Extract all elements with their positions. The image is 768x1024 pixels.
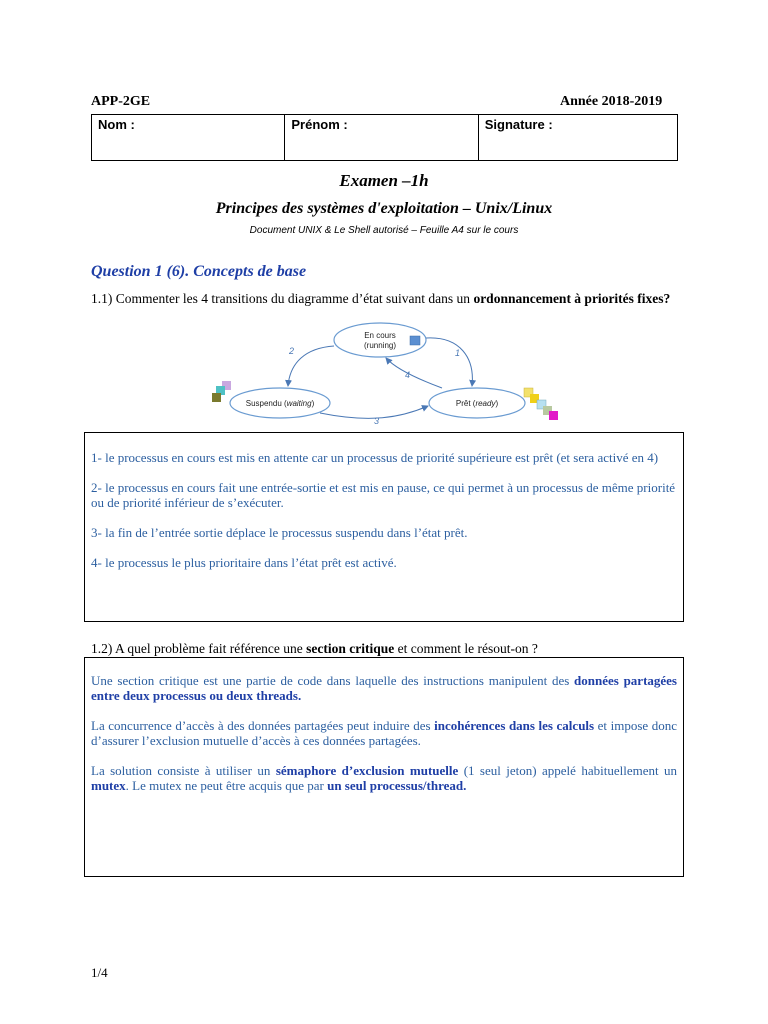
- question-1-1-text: 1.1) Commenter les 4 transitions du diagramme d’état suivant dans un ordonnancement à priorités fixes?: [91, 291, 671, 306]
- answer-1-1-item: 3- la fin de l’entrée sortie déplace le processus suspendu dans l’état prêt.: [91, 525, 468, 540]
- state-running-label-1: En cours: [364, 331, 396, 340]
- page-number: 1/4: [91, 965, 108, 980]
- signature-label: Signature :: [484, 117, 553, 132]
- answer-1-1-item: 1- le processus en cours est mis en attente car un processus de priorité supérieure est prêt (et sera activé en 4): [91, 450, 659, 465]
- student-id-table: [91, 114, 678, 161]
- answer-1-2-paragraph-1: Une section critique est une partie de code dans laquelle des instructions manipulent des données partagées entre deux processus ou deux threads.: [91, 673, 677, 703]
- question-1-title: Question 1 (6). Concepts de base: [91, 263, 307, 280]
- answer-1-1-box[interactable]: [84, 432, 684, 622]
- state-ready-label: Prêt (ready): [455, 399, 499, 408]
- state-waiting-label: Suspendu (waiting): [245, 399, 315, 408]
- transition-4-path: [386, 358, 442, 388]
- header-class: APP-2GE: [91, 94, 151, 109]
- signature-field[interactable]: [478, 115, 677, 161]
- transition-1-label: 1: [455, 348, 461, 358]
- transition-1-path: [426, 338, 472, 386]
- name-field[interactable]: [92, 115, 285, 161]
- name-label: Nom :: [98, 117, 135, 132]
- answer-1-2-paragraph-2: La concurrence d’accès à des données partagées peut induire des incohérences dans les calculs et impose donc d’assurer l’exclusion mutuelle d’accès à ces données partagées.: [91, 718, 677, 748]
- answer-1-2-box[interactable]: [84, 657, 684, 877]
- answer-1-2-paragraph-3: La solution consiste à utiliser un sémaphore d’exclusion mutuelle (1 seul jeton) appelé habituellement un mutex. Le mutex ne peut être acquis que par un seul processus/thread.: [91, 763, 677, 793]
- state-running-label-2: (running): [363, 341, 397, 350]
- answer-1-1-item: 2- le processus en cours fait une entrée-sortie et est mis en pause, ce qui permet à un processus de même priorité ou de priorité inférieur de s’exécuter.: [91, 480, 676, 510]
- question-1-2-emphasis: section critique: [306, 641, 395, 656]
- running-process-token: [410, 336, 420, 345]
- question-1-1-emphasis: ordonnancement à priorités fixes: [473, 291, 664, 306]
- firstname-field[interactable]: [285, 115, 478, 161]
- course-title: Principes des systèmes d'exploitation – Unix/Linux: [215, 200, 553, 217]
- question-1-2-text: 1.2) A quel problème fait référence une section critique et comment le résout-on ?: [91, 641, 538, 656]
- answer-1-1-item: 4- le processus le plus prioritaire dans l’état prêt est activé.: [91, 555, 397, 570]
- transition-3-label: 3: [374, 416, 380, 426]
- waiting-process-tokens: [212, 381, 231, 402]
- header-year: Année 2018-2019: [560, 94, 663, 109]
- ready-process-tokens: [524, 388, 558, 420]
- exam-title: Examen –1h: [339, 171, 429, 190]
- transition-2-path: [288, 346, 334, 386]
- firstname-label: Prénom :: [291, 117, 348, 132]
- state-diagram: [200, 318, 570, 428]
- transition-2-label: 2: [289, 346, 295, 356]
- allowed-documents-note: Document UNIX & Le Shell autorisé – Feuille A4 sur le cours: [249, 225, 519, 236]
- transition-4-label: 4: [405, 370, 411, 380]
